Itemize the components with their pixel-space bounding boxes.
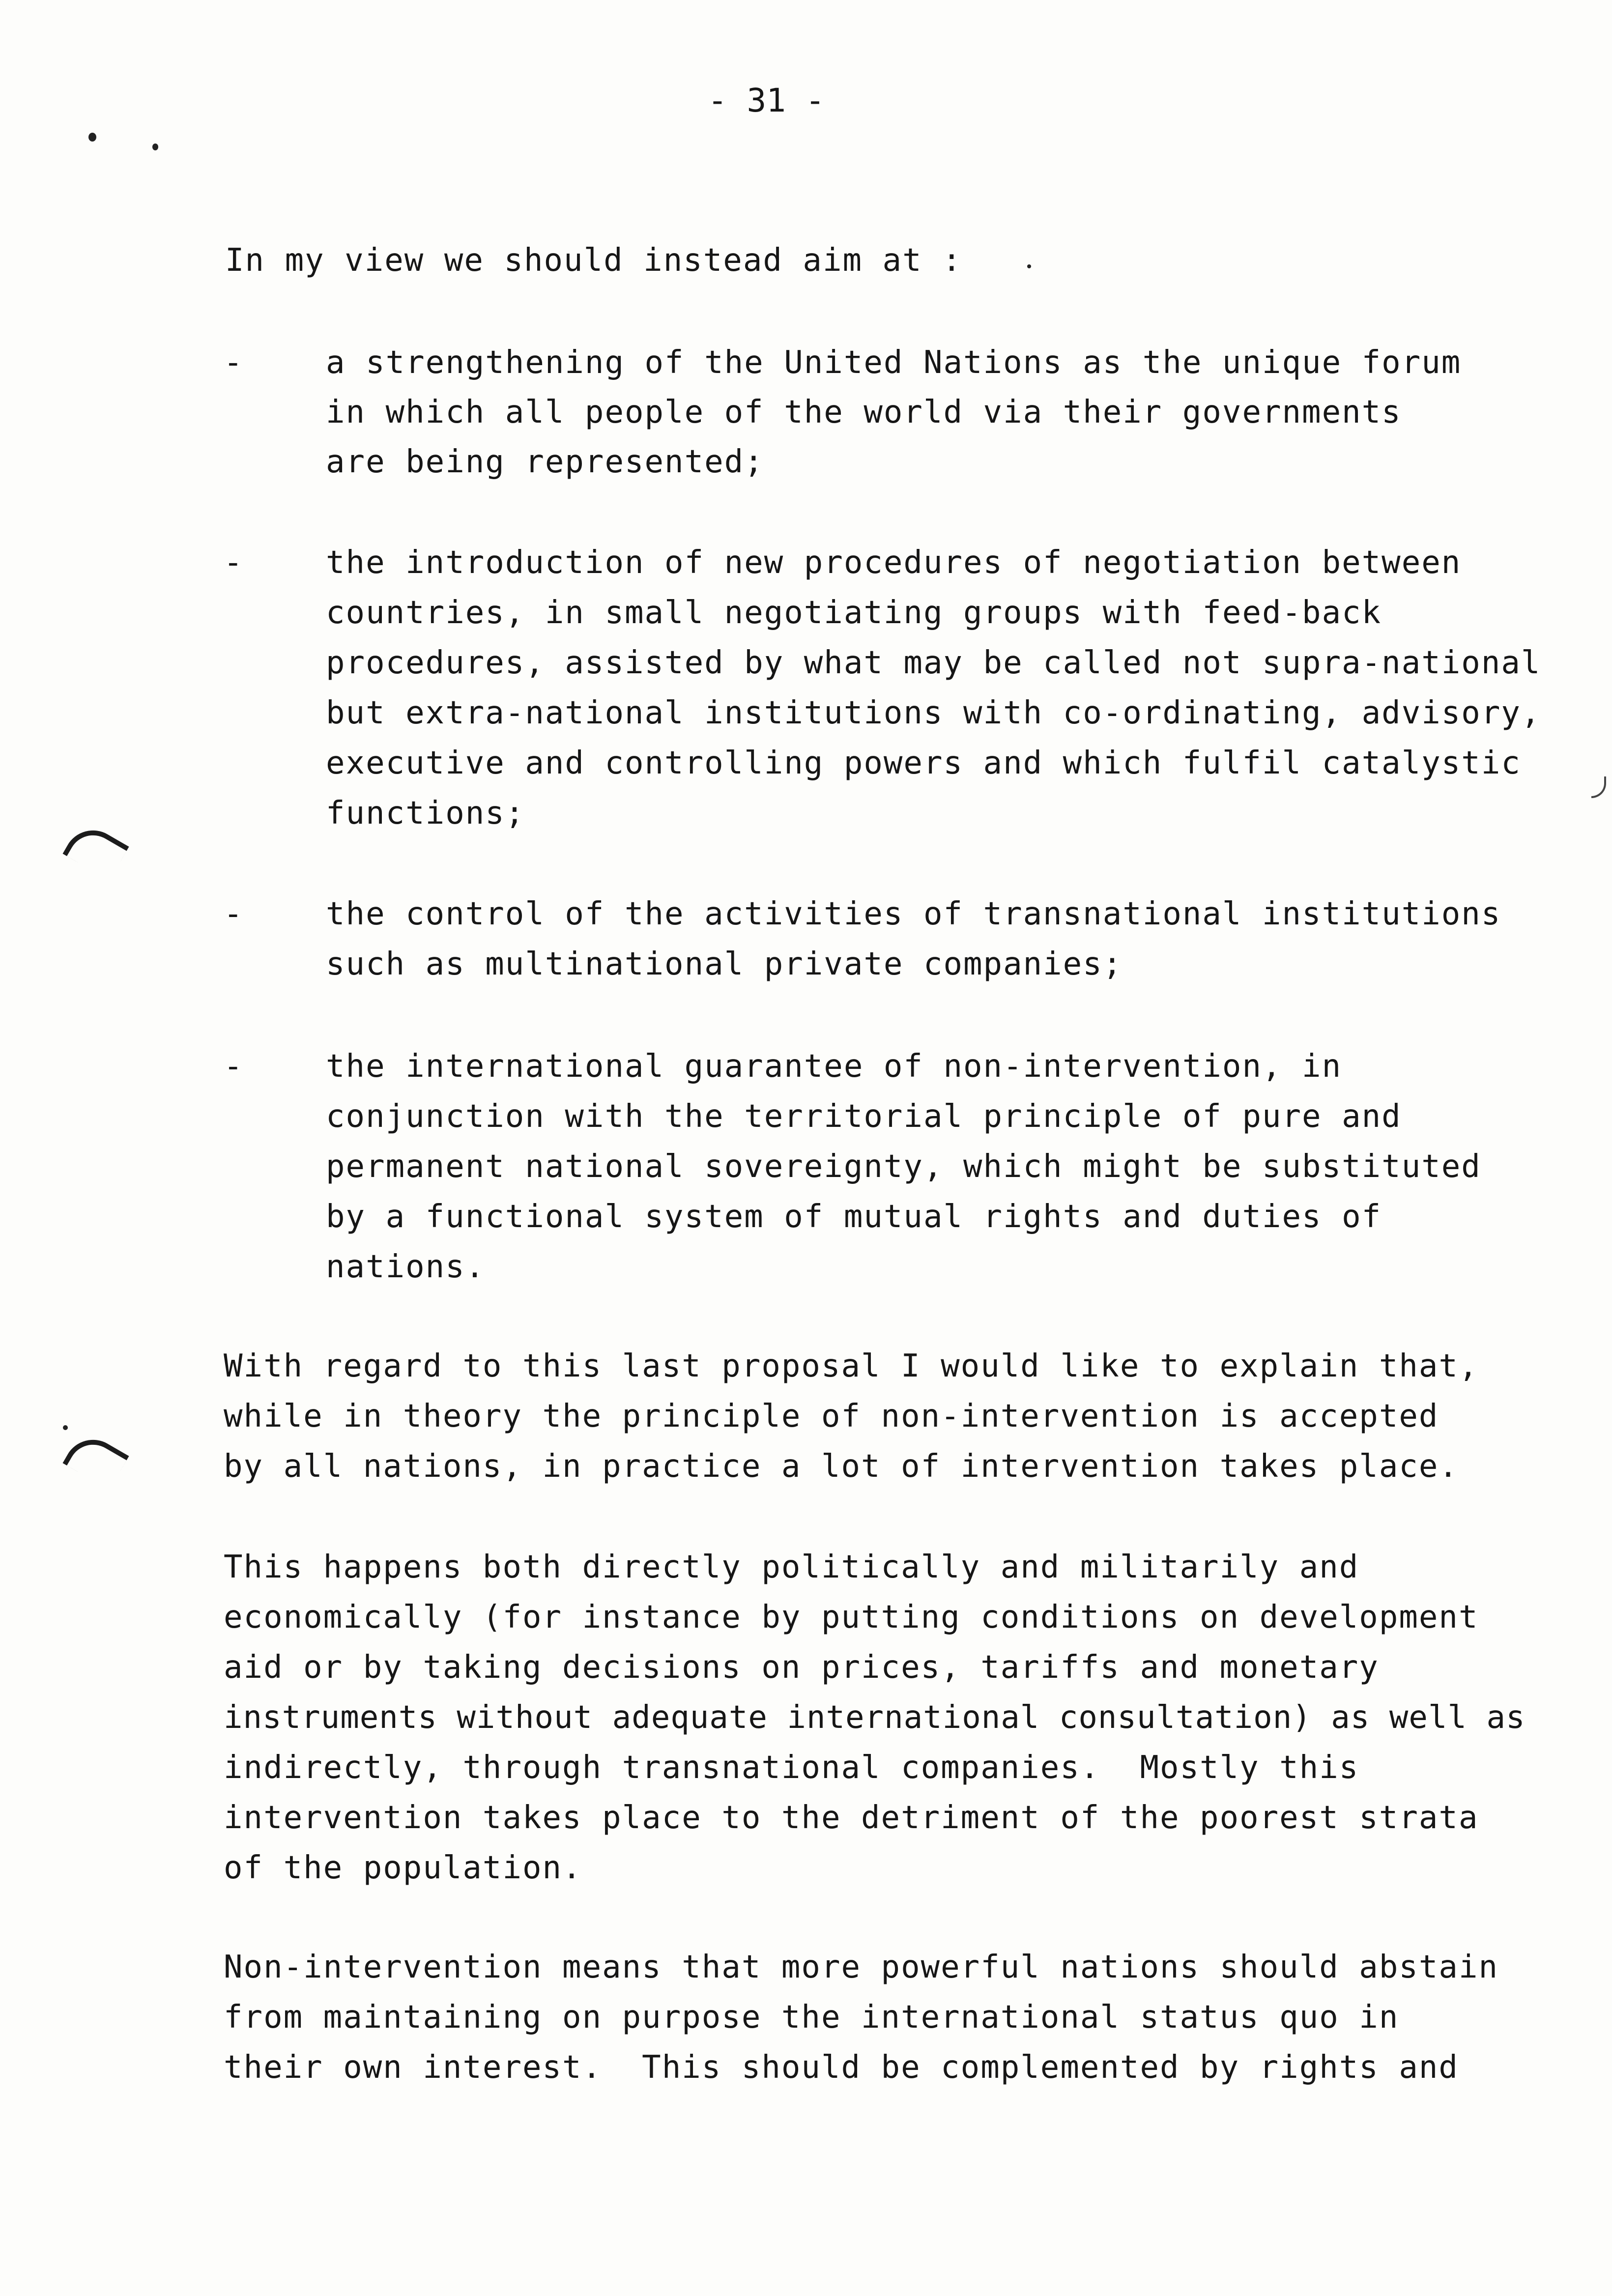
bullet-line: permanent national sovereignty, which might be substituted [326, 1148, 1481, 1185]
paragraph-line: aid or by taking decisions on prices, tariffs and monetary [224, 1649, 1379, 1686]
bullet-line: conjunction with the territorial principle of pure and [326, 1098, 1402, 1135]
bullet-dash: - [224, 344, 243, 381]
bullet-line: in which all people of the world via their governments [326, 394, 1402, 430]
paragraph-line: their own interest. This should be complemented by rights and [224, 2049, 1459, 2086]
paragraph-line: intervention takes place to the detriment of the poorest strata [224, 1800, 1479, 1836]
scan-speck [1027, 264, 1031, 268]
paragraph-line: while in theory the principle of non-intervention is accepted [224, 1398, 1439, 1435]
bullet-line: are being represented; [326, 444, 764, 480]
bullet-line: the introduction of new procedures of negotiation between [326, 545, 1462, 581]
scan-speck [152, 144, 158, 150]
paragraph-line: economically (for instance by putting conditions on development [224, 1599, 1479, 1636]
bullet-line: such as multinational private companies; [326, 946, 1123, 982]
bullet-line: functions; [326, 795, 525, 832]
intro-line: In my view we should instead aim at : [225, 242, 962, 279]
paragraph-line: With regard to this last proposal I would like to explain that, [224, 1348, 1479, 1384]
bullet-line: nations. [326, 1249, 486, 1285]
paragraph-line: Non-intervention means that more powerful nations should abstain [224, 1949, 1498, 1985]
paragraph-line: from maintaining on purpose the international status quo in [224, 1999, 1399, 2036]
paragraph-line: indirectly, through transnational companies. Mostly this [224, 1750, 1359, 1786]
bullet-line: by a functional system of mutual rights and duties of [326, 1199, 1382, 1235]
bullet-line: procedures, assisted by what may be called not supra-national [326, 645, 1541, 681]
bullet-line: the international guarantee of non-intervention, in [326, 1048, 1342, 1085]
bullet-line: a strengthening of the United Nations as the unique forum [326, 344, 1462, 381]
bullet-line: the control of the activities of transnational institutions [326, 896, 1501, 932]
bullet-line: countries, in small negotiating groups with feed-back [326, 595, 1382, 631]
bullet-line: but extra-national institutions with co-ordinating, advisory, [326, 695, 1541, 731]
paragraph-line: instruments without adequate international consultation) as well as [224, 1699, 1526, 1736]
paragraph-line: of the population. [224, 1850, 582, 1886]
paragraph-line: This happens both directly politically and militarily and [224, 1549, 1359, 1585]
margin-hole-mark [1591, 776, 1606, 798]
page-number: - 31 - [708, 82, 825, 119]
bullet-line: executive and controlling powers and which fulfil catalystic [326, 745, 1521, 781]
margin-hole-mark [62, 820, 129, 881]
scan-speck [63, 1425, 68, 1430]
bullet-dash: - [224, 896, 243, 932]
bullet-dash: - [224, 545, 243, 581]
paragraph-line: by all nations, in practice a lot of intervention takes place. [224, 1448, 1459, 1485]
scan-speck [88, 133, 96, 142]
margin-hole-mark [62, 1429, 129, 1490]
bullet-dash: - [224, 1048, 243, 1085]
